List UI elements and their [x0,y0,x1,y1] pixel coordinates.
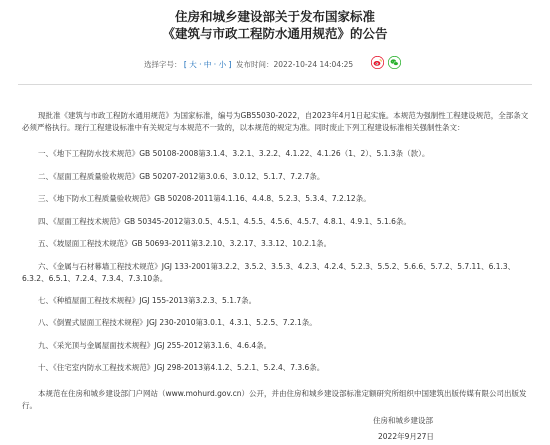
article-meta-bar [0,56,550,74]
publish-time-label: 发布时间： [236,60,274,69]
wechat-icon [388,56,401,69]
font-size-medium-link[interactable]: 中 [203,60,212,69]
publish-time-value: 2022-10-24 14:04:25 [273,60,354,69]
issue-date: 2022年9月27日 [378,432,434,441]
font-size-large-link[interactable]: 大 [189,60,197,69]
list-item: 六、《金属与石材幕墙工程技术规范》JGJ 133-2001第3.2.2、3.5.2、3.5.3、4.2.3、4.2.4、5.2.3、5.5.2、5.6.6、5.7.2、5.7.11、6.1.3、6.3.2、6.5.1、7.2.4、7.3.4、7.3.10条。 [22,261,516,283]
weibo-icon [371,56,384,69]
wechat-share-button[interactable] [388,56,401,69]
list-item: 十、《住宅室内防水工程技术规范》JGJ 298-2013第4.1.2、5.2.1、5.2.4、7.3.6条。 [38,363,325,372]
publish-time [236,59,353,70]
font-size-label: 选择字号： [144,60,182,69]
font-size-selector: 选择字号： [ 大 · 中 · 小 ] [144,60,232,69]
issuer-signature: 住房和城乡建设部 [373,416,433,425]
list-item: 一、《地下工程防水技术规范》GB 50108-2008第3.1.4、3.2.1、3.2.2、4.1.22、4.1.26（1、2）、5.1.3条（款）。 [38,149,430,158]
title-divider [18,84,532,85]
title-line-1: 住房和城乡建设部关于发布国家标准 [174,9,375,24]
list-item: 九、《采光顶与金属屋面技术规程》JGJ 255-2012第3.1.6、4.6.4条。 [38,340,272,350]
article-body [22,110,530,412]
article-title [0,0,550,42]
closing-paragraph: 本规范在住房和城乡建设部门户网站（www.mohurd.gov.cn）公开，并由住房和城乡建设部标准定额研究所组织中国建筑出版传媒有限公司出版发行。 [22,389,527,410]
weibo-share-button[interactable] [371,56,384,69]
list-item: 八、《倒置式屋面工程技术规程》JGJ 230-2010第3.0.1、4.3.1、5.2.5、7.2.1条。 [38,318,317,327]
share-buttons [371,56,401,69]
list-item: 二、《屋面工程质量验收规范》GB 50207-2012第3.0.6、3.0.12、5.1.7、7.2.7条。 [38,171,325,181]
list-item: 五、《坡屋面工程技术规范》GB 50693-2011第3.2.10、3.2.17、3.3.12、10.2.1条。 [38,239,332,248]
title-line-2: 《建筑与市政工程防水通用规范》的公告 [162,26,388,41]
list-item: 三、《地下防水工程质量验收规范》GB 50208-2011第4.1.16、4.4.8、5.2.3、5.3.4、7.2.12条。 [38,194,371,203]
abolished-provisions-list [22,148,530,374]
font-size-small-link[interactable]: 小 [218,60,227,69]
intro-paragraph: 现批准《建筑与市政工程防水通用规范》为国家标准，编号为GB55030-2022，自2023年4月1日起实施。本规范为强制性工程建设规范，全部条文必须严格执行。现行工程建设标准中有关规定与本规范不一致的，以本规范的规定为准。同时废止下列工程建设标准相关强制性条文： [22,111,529,132]
list-item: 四、《屋面工程技术规范》GB 50345-2012第3.0.5、4.5.1、4.5.5、4.5.6、4.5.7、4.8.1、4.9.1、5.1.6条。 [38,216,411,226]
list-item: 七、《种植屋面工程技术规程》JGJ 155-2013第3.2.3、5.1.7条。 [38,295,257,305]
